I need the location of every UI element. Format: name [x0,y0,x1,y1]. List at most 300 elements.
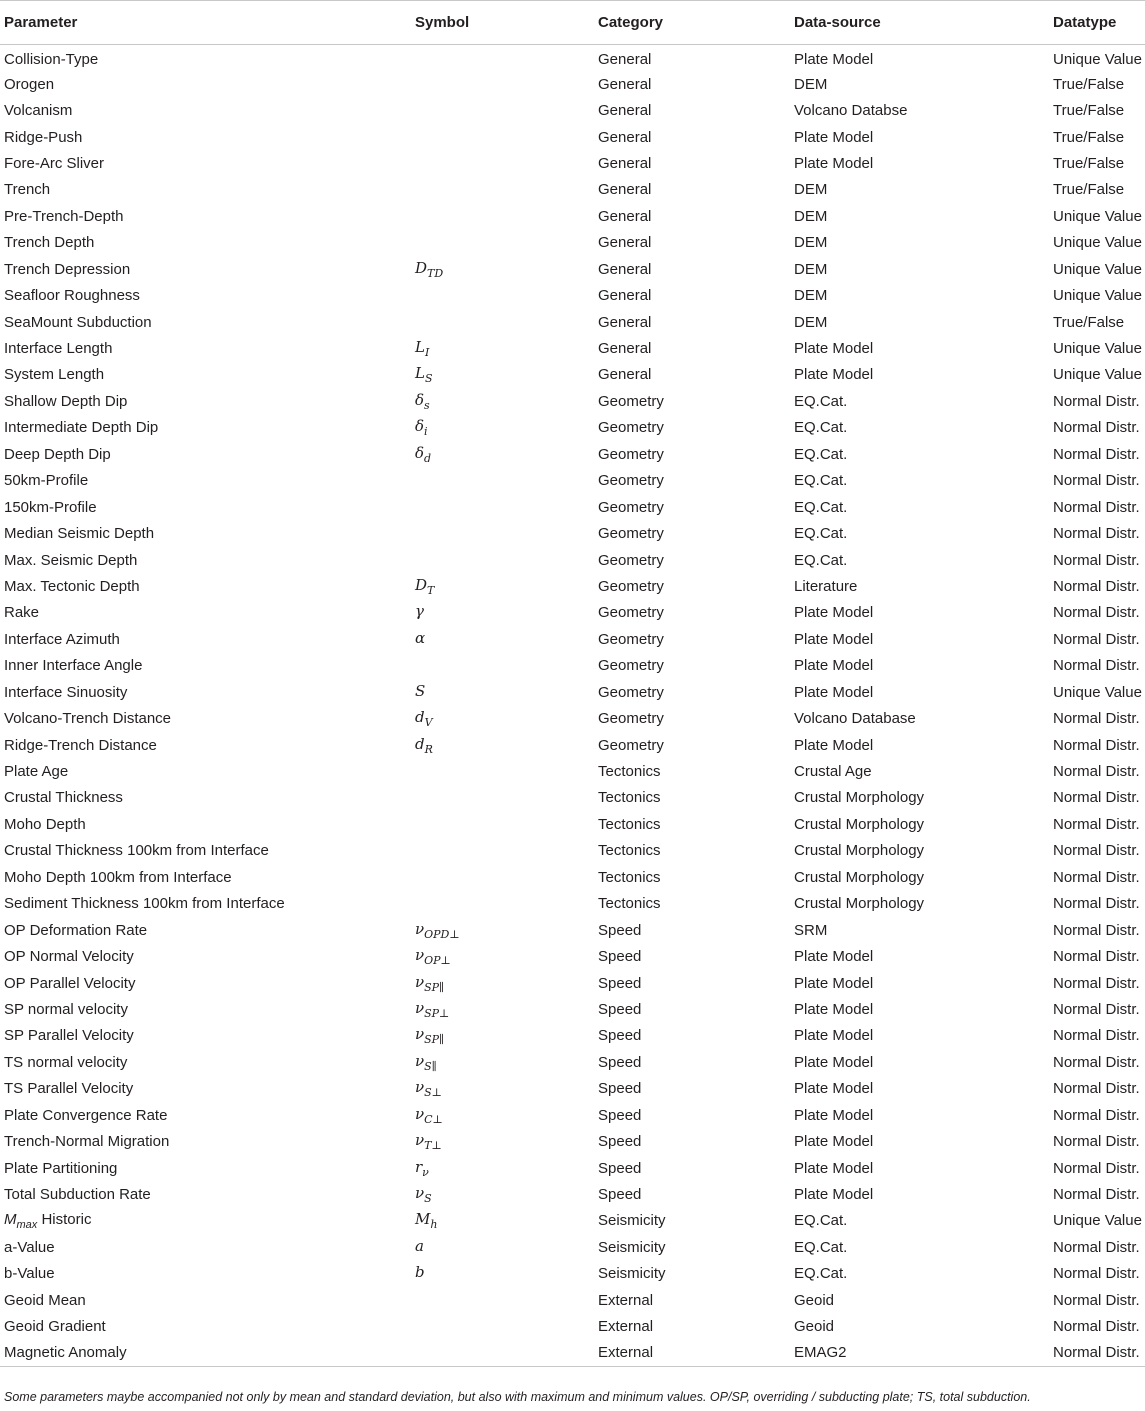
cell-data-source: Volcano Database [794,710,916,728]
cell-parameter: Rake [4,604,40,622]
cell-data-source: EQ.Cat. [794,1238,848,1256]
cell-data-source: EMAG2 [790,1340,1049,1366]
table-row [0,520,1145,546]
cell-category: General [598,366,652,384]
cell-parameter: $M_{max}$ Historic [4,1210,92,1231]
table-body [0,45,1145,1367]
cell-category: Geometry [598,710,664,728]
cell-parameter: Moho Depth 100km from Interface [4,868,232,886]
cell-data-source: DEM [794,287,828,305]
header-datatype: Datatype [1049,1,1145,45]
cell-datatype: Normal Distr. [1053,1265,1140,1283]
cell-category: General [598,102,652,120]
cell-parameter: SeaMount Subduction [4,313,152,331]
cell-symbol: b [415,1263,425,1282]
cell-parameter: Volcanism [4,102,73,120]
cell-category: Tectonics [598,763,661,781]
table-row [0,415,1145,441]
cell-symbol [411,203,594,229]
cell-parameter: Trench-Normal Migration [4,1133,170,1151]
cell-symbol [411,45,594,71]
cell-category: General [598,75,652,93]
cell-parameter: Geoid Mean [4,1291,86,1309]
cell-datatype: Normal Distr. [1053,763,1140,781]
cell-datatype: Normal Distr. [1053,577,1140,595]
cell-datatype: Normal Distr. [1053,1053,1140,1071]
cell-symbol: α [415,628,426,647]
cell-symbol: $\delta_d$ [415,443,432,465]
cell-symbol: $\nu_{S\parallel}$ [415,1051,437,1073]
cell-datatype: Normal Distr. [1053,1291,1140,1309]
cell-datatype: Normal Distr. [1053,868,1140,886]
cell-data-source: Plate Model [794,1159,874,1177]
cell-symbol [411,309,594,335]
cell-datatype: Normal Distr. [1053,630,1140,648]
cell-category: Geometry [598,577,664,595]
cell-datatype: Normal Distr. [1053,974,1140,992]
cell-category: Geometry [598,472,664,490]
cell-category: General [598,234,652,252]
table-row [0,653,1145,679]
cell-category: Speed [598,1000,642,1018]
cell-category: General [598,287,652,305]
cell-parameter: Plate Convergence Rate [4,1106,168,1124]
cell-category: Geometry [598,683,664,701]
table-row [0,45,1145,71]
cell-category: Speed [598,948,642,966]
cell-datatype: Normal Distr. [1053,842,1140,860]
cell-datatype: Normal Distr. [1053,1159,1140,1177]
table-row [0,150,1145,176]
cell-parameter: Collision-Type [4,51,99,69]
cell-parameter: a-Value [4,1238,55,1256]
table-row [0,282,1145,308]
cell-symbol: $\nu_{OP\perp}$ [415,946,451,968]
cell-data-source: Plate Model [794,1186,874,1204]
cell-datatype: Normal Distr. [1053,948,1140,966]
cell-category: External [594,1340,790,1366]
table-row [0,468,1145,494]
cell-datatype: Normal Distr. [1053,1238,1140,1256]
table-row [0,864,1145,890]
table-row [0,626,1145,652]
table-row [0,71,1145,97]
table-row [0,441,1145,467]
cell-data-source: Plate Model [794,604,874,622]
table-row [0,732,1145,758]
cell-parameter: Geoid Gradient [4,1318,106,1336]
cell-category: Tectonics [598,789,661,807]
cell-category: External [598,1291,654,1309]
cell-data-source: Plate Model [794,154,874,172]
cell-datatype: True/False [1053,75,1125,93]
cell-data-source: Plate Model [794,1053,874,1071]
cell-data-source: Plate Model [794,1027,874,1045]
cell-data-source: Plate Model [794,51,874,69]
cell-symbol: $\nu_{SP\parallel}$ [415,972,445,994]
cell-parameter: TS Parallel Velocity [4,1080,134,1098]
table-footnote: Some parameters maybe accompanied not only by mean and standard deviation, but also with maximum and minimum values. OP/SP, overriding / subducting plate; TS, total subduction. [4,1390,1031,1404]
cell-parameter: Trench [4,181,51,199]
cell-symbol [411,653,594,679]
cell-category: Geometry [598,445,664,463]
table-row [0,335,1145,361]
cell-parameter: Fore-Arc Sliver [4,154,105,172]
cell-symbol: γ [415,602,424,621]
cell-category: Tectonics [598,815,661,833]
table-row [0,917,1145,943]
cell-data-source: Crustal Morphology [794,789,925,807]
cell-parameter: Total Subduction Rate [4,1186,151,1204]
cell-datatype: Normal Distr. [1053,1106,1140,1124]
cell-symbol [411,230,594,256]
cell-data-source: Crustal Age [794,763,872,781]
cell-data-source: EQ.Cat. [794,1212,848,1230]
cell-category: Speed [598,1159,642,1177]
cell-category: Geometry [598,525,664,543]
cell-symbol: $d_R$ [415,734,433,756]
cell-datatype: Normal Distr. [1053,1186,1140,1204]
cell-data-source: DEM [794,207,828,225]
cell-datatype: Normal Distr. [1053,657,1140,675]
cell-parameter: Trench Depression [4,260,131,278]
table-row [0,494,1145,520]
cell-parameter: Inner Interface Angle [4,657,143,675]
cell-parameter: 50km-Profile [4,472,89,490]
cell-symbol: $\nu_{SP\perp}$ [415,998,450,1020]
table-header-row [0,1,1145,45]
cell-symbol: S [415,681,426,700]
cell-category: General [598,51,652,69]
cell-symbol: $\nu_{T\perp}$ [415,1131,442,1153]
cell-symbol: $\nu_{S\perp}$ [415,1078,443,1100]
cell-symbol: $D_T$ [415,575,435,597]
cell-data-source: Literature [794,577,858,595]
cell-symbol [411,520,594,546]
cell-datatype: Normal Distr. [1053,445,1140,463]
table-row [0,1234,1145,1260]
cell-datatype: Normal Distr. [1049,1340,1145,1366]
cell-parameter: Ridge-Push [4,128,83,146]
cell-category: Geometry [598,736,664,754]
cell-category: Geometry [598,392,664,410]
cell-parameter: OP Deformation Rate [4,921,148,939]
cell-symbol: $\nu_{C\perp}$ [415,1104,443,1126]
cell-data-source: EQ.Cat. [794,551,848,569]
table-row [0,1128,1145,1154]
cell-datatype: True/False [1053,128,1125,146]
cell-data-source: EQ.Cat. [794,472,848,490]
cell-data-source: Plate Model [794,1000,874,1018]
header-symbol: Symbol [411,1,594,45]
cell-data-source: Geoid [794,1291,835,1309]
cell-category: General [598,154,652,172]
table-row [0,230,1145,256]
table-row [0,1181,1145,1207]
cell-parameter: 150km-Profile [4,498,97,516]
cell-parameter: TS normal velocity [4,1053,128,1071]
cell-datatype: Unique Value [1053,366,1142,384]
table-row [0,1076,1145,1102]
cell-symbol [411,494,594,520]
table-row [0,1049,1145,1075]
cell-datatype: Normal Distr. [1053,472,1140,490]
table-row [0,177,1145,203]
cell-category: External [598,1318,654,1336]
cell-parameter: Pre-Trench-Depth [4,207,124,225]
table-row [0,1102,1145,1128]
table-row [0,1261,1145,1287]
header-category: Category [594,1,790,45]
cell-symbol: $M_h$ [415,1210,438,1232]
cell-datatype: Normal Distr. [1053,604,1140,622]
cell-parameter: Magnetic Anomaly [0,1340,411,1366]
cell-datatype: Normal Distr. [1053,1133,1140,1151]
cell-datatype: Normal Distr. [1053,525,1140,543]
cell-symbol [411,71,594,97]
cell-symbol: $\nu_{OPD\perp}$ [415,919,460,941]
cell-datatype: True/False [1053,154,1125,172]
cell-data-source: EQ.Cat. [794,392,848,410]
table-row [0,705,1145,731]
cell-datatype: Unique Value [1053,234,1142,252]
table-row [0,1155,1145,1181]
cell-parameter: Shallow Depth Dip [4,392,128,410]
cell-category: Tectonics [598,842,661,860]
cell-symbol [411,838,594,864]
cell-symbol [411,1314,594,1340]
table-row [0,838,1145,864]
cell-symbol: $r_\nu$ [415,1157,429,1179]
header-data-source: Data-source [790,1,1049,45]
cell-parameter: System Length [4,366,105,384]
cell-parameter: Interface Length [4,340,113,358]
cell-category: General [598,181,652,199]
cell-parameter: Median Seismic Depth [4,525,155,543]
cell-datatype: Normal Distr. [1053,736,1140,754]
cell-parameter: Ridge-Trench Distance [4,736,157,754]
cell-category: Geometry [598,551,664,569]
cell-datatype: Normal Distr. [1053,815,1140,833]
cell-parameter: Deep Depth Dip [4,445,111,463]
table-row [0,1314,1145,1340]
cell-data-source: DEM [794,260,828,278]
cell-data-source: Plate Model [794,736,874,754]
cell-parameter: SP normal velocity [4,1000,128,1018]
cell-datatype: Normal Distr. [1053,1000,1140,1018]
cell-datatype: Normal Distr. [1053,710,1140,728]
header-parameter: Parameter [0,1,411,45]
cell-data-source: EQ.Cat. [794,419,848,437]
cell-category: Speed [598,1053,642,1071]
cell-datatype: Unique Value [1053,683,1142,701]
cell-category: Geometry [598,657,664,675]
cell-data-source: Plate Model [794,974,874,992]
cell-parameter: Orogen [4,75,55,93]
cell-symbol [411,282,594,308]
cell-datatype: True/False [1053,102,1125,120]
cell-symbol: $D_{TD}$ [415,258,444,280]
cell-data-source: Plate Model [794,1080,874,1098]
cell-datatype: Normal Distr. [1053,789,1140,807]
table-row [0,97,1145,123]
cell-symbol [411,124,594,150]
cell-symbol [411,891,594,917]
cell-data-source: Crustal Morphology [794,895,925,913]
cell-datatype: True/False [1053,181,1125,199]
cell-datatype: Normal Distr. [1053,1080,1140,1098]
cell-parameter: Max. Seismic Depth [4,551,138,569]
cell-datatype: Normal Distr. [1053,921,1140,939]
cell-symbol [411,547,594,573]
cell-parameter: Sediment Thickness 100km from Interface [4,895,285,913]
cell-datatype: Unique Value [1053,207,1142,225]
cell-data-source: Crustal Morphology [794,868,925,886]
cell-symbol: $L_I$ [415,338,430,360]
table-row [0,1340,1145,1366]
table-row [0,785,1145,811]
cell-symbol [411,177,594,203]
table-row [0,970,1145,996]
cell-category: General [598,340,652,358]
cell-data-source: DEM [794,313,828,331]
cell-data-source: Plate Model [794,366,874,384]
cell-symbol [411,1287,594,1313]
table-row [0,362,1145,388]
cell-symbol [411,864,594,890]
table-row [0,573,1145,599]
cell-datatype: Unique Value [1053,1212,1142,1230]
cell-datatype: Normal Distr. [1053,551,1140,569]
cell-category: Seismicity [598,1212,666,1230]
cell-category: General [598,207,652,225]
cell-symbol [411,150,594,176]
cell-symbol [411,1340,594,1366]
cell-parameter: Max. Tectonic Depth [4,577,140,595]
cell-parameter: Volcano-Trench Distance [4,710,172,728]
cell-data-source: Plate Model [794,683,874,701]
cell-parameter: Intermediate Depth Dip [4,419,159,437]
cell-category: Speed [598,1027,642,1045]
cell-category: Speed [598,1186,642,1204]
cell-parameter: Plate Partitioning [4,1159,118,1177]
table-row [0,547,1145,573]
table-row [0,124,1145,150]
cell-datatype: Unique Value [1053,287,1142,305]
table-row [0,388,1145,414]
table-row [0,1208,1145,1234]
cell-datatype: Normal Distr. [1053,392,1140,410]
cell-parameter: OP Parallel Velocity [4,974,136,992]
cell-category: General [598,260,652,278]
cell-category: Geometry [598,419,664,437]
cell-data-source: Crustal Morphology [794,842,925,860]
cell-parameter: Plate Age [4,763,69,781]
cell-datatype: Unique Value [1053,340,1142,358]
cell-parameter: Seafloor Roughness [4,287,140,305]
table-row [0,309,1145,335]
cell-category: Speed [598,921,642,939]
table-row [0,811,1145,837]
table-row [0,203,1145,229]
table-row [0,996,1145,1022]
cell-parameter: Interface Azimuth [4,630,120,648]
cell-parameter: Interface Sinuosity [4,683,128,701]
cell-datatype: Normal Distr. [1053,895,1140,913]
cell-category: Geometry [598,498,664,516]
cell-data-source: EQ.Cat. [794,498,848,516]
cell-symbol: $d_V$ [415,708,433,730]
cell-parameter: Moho Depth [4,815,86,833]
cell-symbol [411,97,594,123]
table-row [0,1287,1145,1313]
table-row [0,943,1145,969]
cell-data-source: Geoid [794,1318,835,1336]
cell-parameter: Crustal Thickness 100km from Interface [4,842,269,860]
cell-category: Seismicity [598,1265,666,1283]
cell-data-source: DEM [794,234,828,252]
cell-parameter: Trench Depth [4,234,95,252]
cell-category: General [598,128,652,146]
cell-data-source: DEM [794,75,828,93]
cell-data-source: Plate Model [794,1133,874,1151]
cell-data-source: DEM [794,181,828,199]
cell-datatype: Normal Distr. [1053,1027,1140,1045]
cell-datatype: Normal Distr. [1053,419,1140,437]
cell-datatype: Normal Distr. [1053,498,1140,516]
cell-parameter: b-Value [4,1265,55,1283]
cell-data-source: Plate Model [794,1106,874,1124]
cell-category: Speed [598,974,642,992]
cell-data-source: Plate Model [794,128,874,146]
cell-category: Tectonics [598,895,661,913]
cell-data-source: EQ.Cat. [794,525,848,543]
cell-symbol: $L_S$ [415,364,433,386]
cell-parameter: OP Normal Velocity [4,948,134,966]
cell-data-source: Crustal Morphology [794,815,925,833]
cell-category: Speed [598,1133,642,1151]
table-row [0,758,1145,784]
cell-category: Tectonics [598,868,661,886]
cell-symbol [411,811,594,837]
cell-symbol: $\delta_s$ [415,390,430,412]
table-row [0,256,1145,282]
cell-datatype: Unique Value [1053,51,1142,69]
cell-parameter: Crustal Thickness [4,789,123,807]
cell-datatype: Unique Value [1053,260,1142,278]
table-row [0,1023,1145,1049]
cell-data-source: EQ.Cat. [794,1265,848,1283]
cell-symbol [411,468,594,494]
cell-symbol [411,785,594,811]
cell-data-source: Volcano Databse [794,102,908,120]
cell-category: General [598,313,652,331]
cell-symbol: $\nu_S$ [415,1184,432,1206]
table-row [0,891,1145,917]
cell-category: Geometry [598,630,664,648]
cell-datatype: Normal Distr. [1053,1318,1140,1336]
cell-data-source: Plate Model [794,948,874,966]
table-row [0,679,1145,705]
table-row [0,600,1145,626]
cell-category: Speed [598,1106,642,1124]
cell-datatype: True/False [1053,313,1125,331]
cell-category: Speed [598,1080,642,1098]
cell-symbol: $\delta_i$ [415,417,428,439]
cell-data-source: SRM [794,921,828,939]
cell-symbol: $\nu_{SP\parallel}$ [415,1025,445,1047]
cell-data-source: EQ.Cat. [794,445,848,463]
